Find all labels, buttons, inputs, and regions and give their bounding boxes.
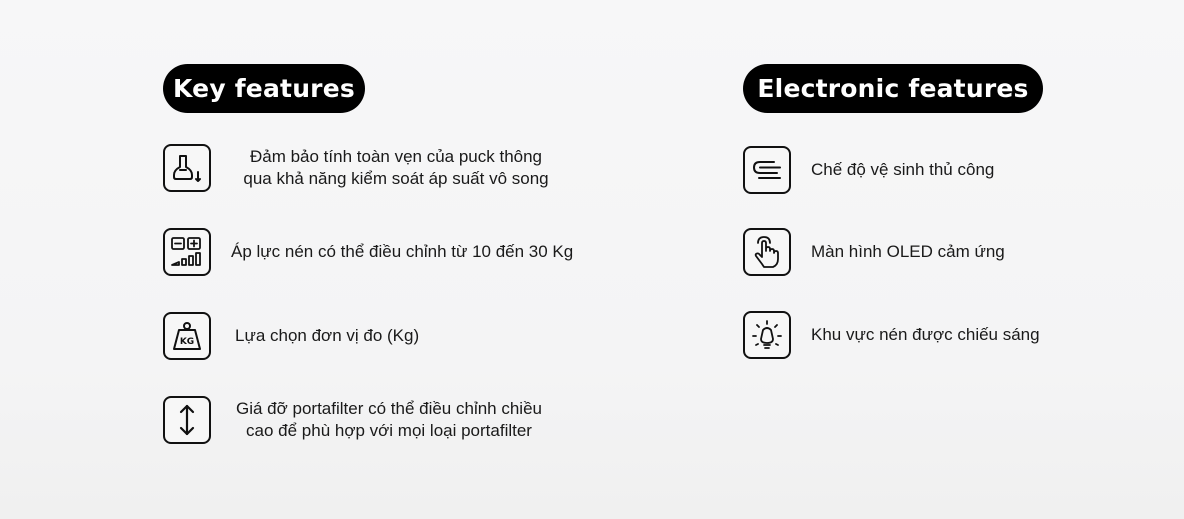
key-feature-item	[163, 228, 573, 276]
kg-weight-icon	[163, 312, 211, 360]
height-adjust-icon	[163, 396, 211, 444]
electronic-feature-item	[743, 311, 1040, 359]
electronic-feature-label: Chế độ vệ sinh thủ công	[811, 160, 995, 179]
pressure-adjust-icon	[163, 228, 211, 276]
electronic-feature-label: Khu vực nén được chiếu sáng	[811, 325, 1040, 344]
light-bulb-icon	[743, 311, 791, 359]
key-feature-label: Áp lực nén có thể điều chỉnh từ 10 đến 30 Kg	[231, 242, 574, 261]
electronic-feature-label: Màn hình OLED cảm ứng	[811, 242, 1005, 261]
key-feature-item	[163, 312, 419, 360]
key-feature-item	[163, 396, 549, 444]
manual-clean-icon	[743, 146, 791, 194]
key-feature-label: Giá đỡ portafilter có thể điều chỉnh chiều cao để phù hợp với mọi loại portafilter	[236, 399, 542, 440]
key-feature-item	[163, 144, 561, 192]
electronic-feature-item	[743, 146, 994, 194]
key-features-heading: Key features	[163, 64, 365, 113]
key-feature-label: Đảm bảo tính toàn vẹn của puck thông qua khả năng kiểm soát áp suất vô song	[243, 147, 549, 188]
key-feature-label: Lựa chọn đơn vị đo (Kg)	[235, 326, 420, 345]
electronic-feature-item	[743, 228, 1005, 276]
electronic-features-heading: Electronic features	[743, 64, 1043, 113]
touch-screen-icon	[743, 228, 791, 276]
tamper-pressure-icon	[163, 144, 211, 192]
svg-text:KG: KG	[179, 337, 195, 347]
